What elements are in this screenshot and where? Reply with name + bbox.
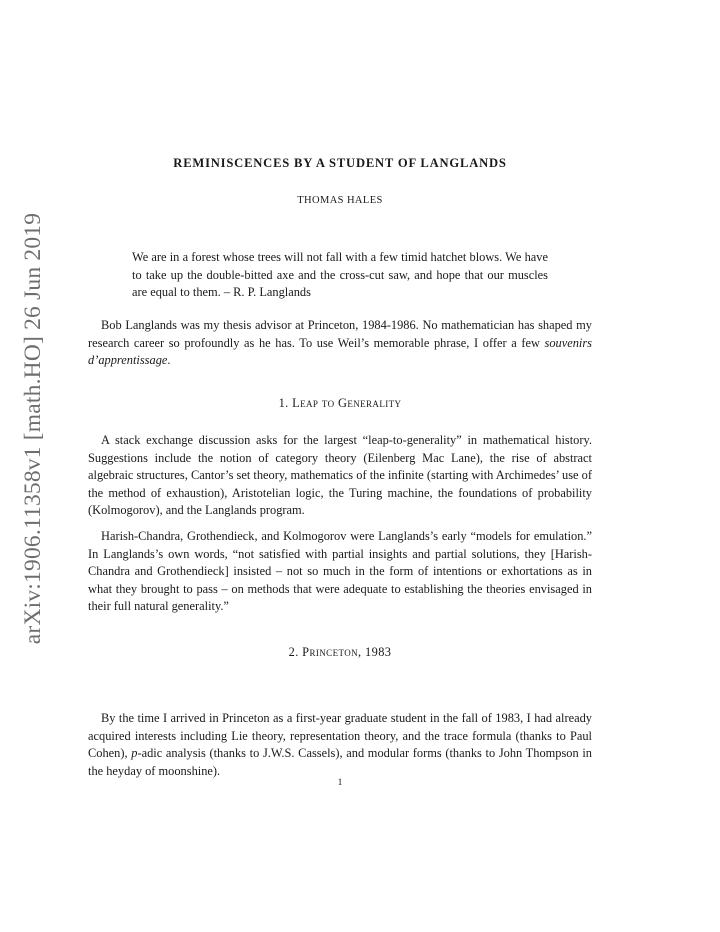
page-number: 1	[337, 778, 343, 788]
section-heading-2: 2. Princeton, 1983	[288, 645, 392, 659]
section-2-emphasis: p	[131, 746, 138, 761]
arxiv-side-stamp	[18, 208, 50, 648]
intro-text-end: .	[167, 353, 171, 368]
paper-author: THOMAS HALES	[297, 195, 383, 206]
section-1-paragraph: Harish-Chandra, Grothendieck, and Kolmogorov were Langlands’s early “models for emulation.” In Langlands’s own words, “not satisfied with partial insights and partial solutions, they [Harish-Chandra and Grothendieck] insisted – not so much in the form of intentions or exhortations as in what they brought to pass – on methods that were adequate to establishing the theories envisaged in their full natural generality.”	[88, 528, 592, 614]
paper-title: REMINISCENCES BY A STUDENT OF LANGLANDS	[173, 156, 507, 170]
section-1-body	[88, 432, 592, 616]
arxiv-identifier: arXiv:1906.11358v1 [math.HO] 26 Jun 2019	[20, 212, 47, 644]
section-heading-1: 1. Leap to Generality	[278, 396, 402, 410]
section-1-paragraph: A stack exchange discussion asks for the largest “leap-to-generality” in mathematical history. Suggestions include the notion of category theory (Eilenberg Mac Lane), the rise of abstract algebraic structures, Cantor’s set theory, mathematics of the infinite (starting with Archimedes’ use of the method of exhaustion), Aristotelian logic, the Turing machine, the foundations of probability (Kolmogorov), and the Langlands program.	[88, 433, 592, 518]
section-2-body	[88, 710, 592, 780]
epigraph-quote: We are in a forest whose trees will not fall with a few timid hatchet blows. We have to take up the double-bitted axe and the cross-cut saw, and hope that our muscles are equal to them. – R. P. Langlands	[132, 250, 548, 300]
intro-text-start: Bob Langlands was my thesis advisor at Princeton, 1984-1986. No mathematician has shaped my research career so profoundly as he has. To use Weil’s memorable phrase, I offer a few	[88, 318, 592, 350]
section-2-text-end: -adic analysis (thanks to J.W.S. Cassels), and modular forms (thanks to John Thompson in the heyday of moonshine).	[88, 746, 592, 778]
intro-emphasis: souvenirs d’apprentissage	[88, 335, 592, 368]
section-2-text-start: By the time I arrived in Princeton as a first-year graduate student in the fall of 1983, I had already acquired interests including Lie theory, representation theory, and the trace formula (thanks to Paul Cohen),	[88, 711, 592, 761]
intro-paragraph	[88, 317, 592, 370]
